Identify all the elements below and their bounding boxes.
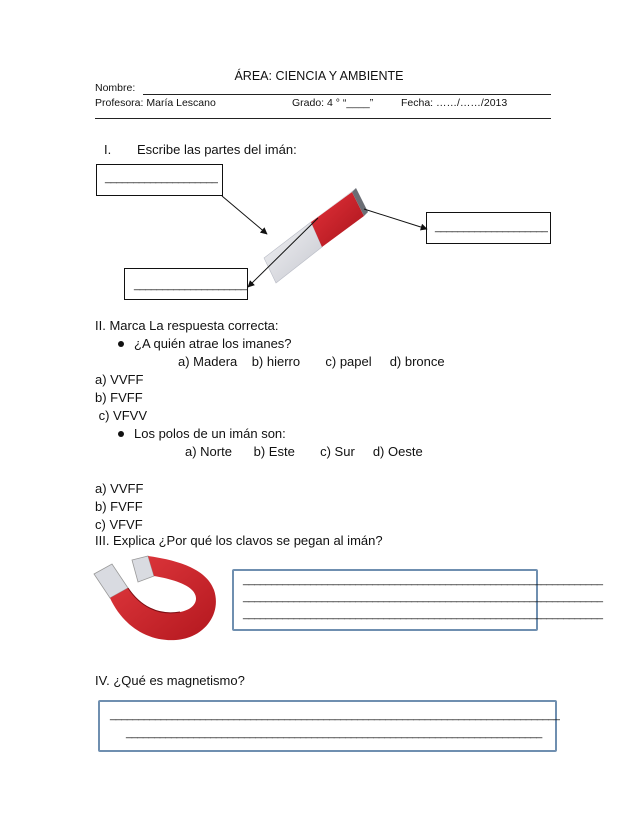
blank-line: ____________________: [105, 172, 218, 184]
profesora-text: Profesora: María Lescano: [95, 97, 216, 109]
q2-answer-a[interactable]: a) VVFF: [95, 481, 144, 496]
bullet-icon: [118, 431, 124, 437]
horseshoe-magnet-icon: [84, 554, 224, 664]
answer-line: ________________________________________________________________: [243, 574, 603, 586]
bar-magnet-icon: [264, 188, 368, 283]
bullet-icon: [118, 341, 124, 347]
page-title: ÁREA: CIENCIA Y AMBIENTE: [234, 69, 404, 83]
section3-title: III. Explica ¿Por qué los clavos se pegan al imán?: [95, 533, 383, 548]
blank-line: ____________________: [134, 279, 247, 291]
blank-line: ____________________: [435, 221, 548, 233]
grado-text: Grado: 4 ° “____”: [292, 97, 374, 109]
section1-title: Escribe las partes del imán:: [137, 142, 297, 157]
answer-line: ________________________________________________________________: [243, 591, 603, 603]
q2-answer-b[interactable]: b) FVFF: [95, 499, 143, 514]
bar-magnet-diagram: [0, 0, 638, 340]
arrow-to-right-box: [364, 209, 427, 229]
section1-number: I.: [104, 142, 112, 157]
section4-title: IV. ¿Qué es magnetismo?: [95, 673, 245, 688]
q1-answer-b[interactable]: b) FVFF: [95, 390, 143, 405]
nombre-label: Nombre:: [95, 82, 136, 94]
answer-line: __________________________________________________________________________: [126, 727, 542, 739]
arrow-to-magnet: [222, 196, 267, 234]
q1-answer-a[interactable]: a) VVFF: [95, 372, 144, 387]
answer-box-section3[interactable]: [232, 569, 603, 631]
q1-answer-c[interactable]: c) VFVV: [95, 408, 148, 423]
answer-box-section4[interactable]: [98, 700, 560, 752]
q2-question: Los polos de un imán son:: [118, 426, 286, 442]
answer-line: ________________________________________________________________________________: [110, 709, 560, 721]
q1-question: ¿A quién atrae los imanes?: [118, 336, 292, 352]
section2-title: II. Marca La respuesta correcta:: [95, 318, 279, 333]
q2-options: a) Norte b) Este c) Sur d) Oeste: [185, 444, 423, 459]
fecha-text: Fecha: ……/……/2013: [401, 97, 508, 109]
q1-options: a) Madera b) hierro c) papel d) bronce: [178, 354, 445, 369]
q2-answer-c[interactable]: c) VFVF: [95, 517, 143, 532]
answer-line: ________________________________________________________________: [243, 608, 603, 620]
